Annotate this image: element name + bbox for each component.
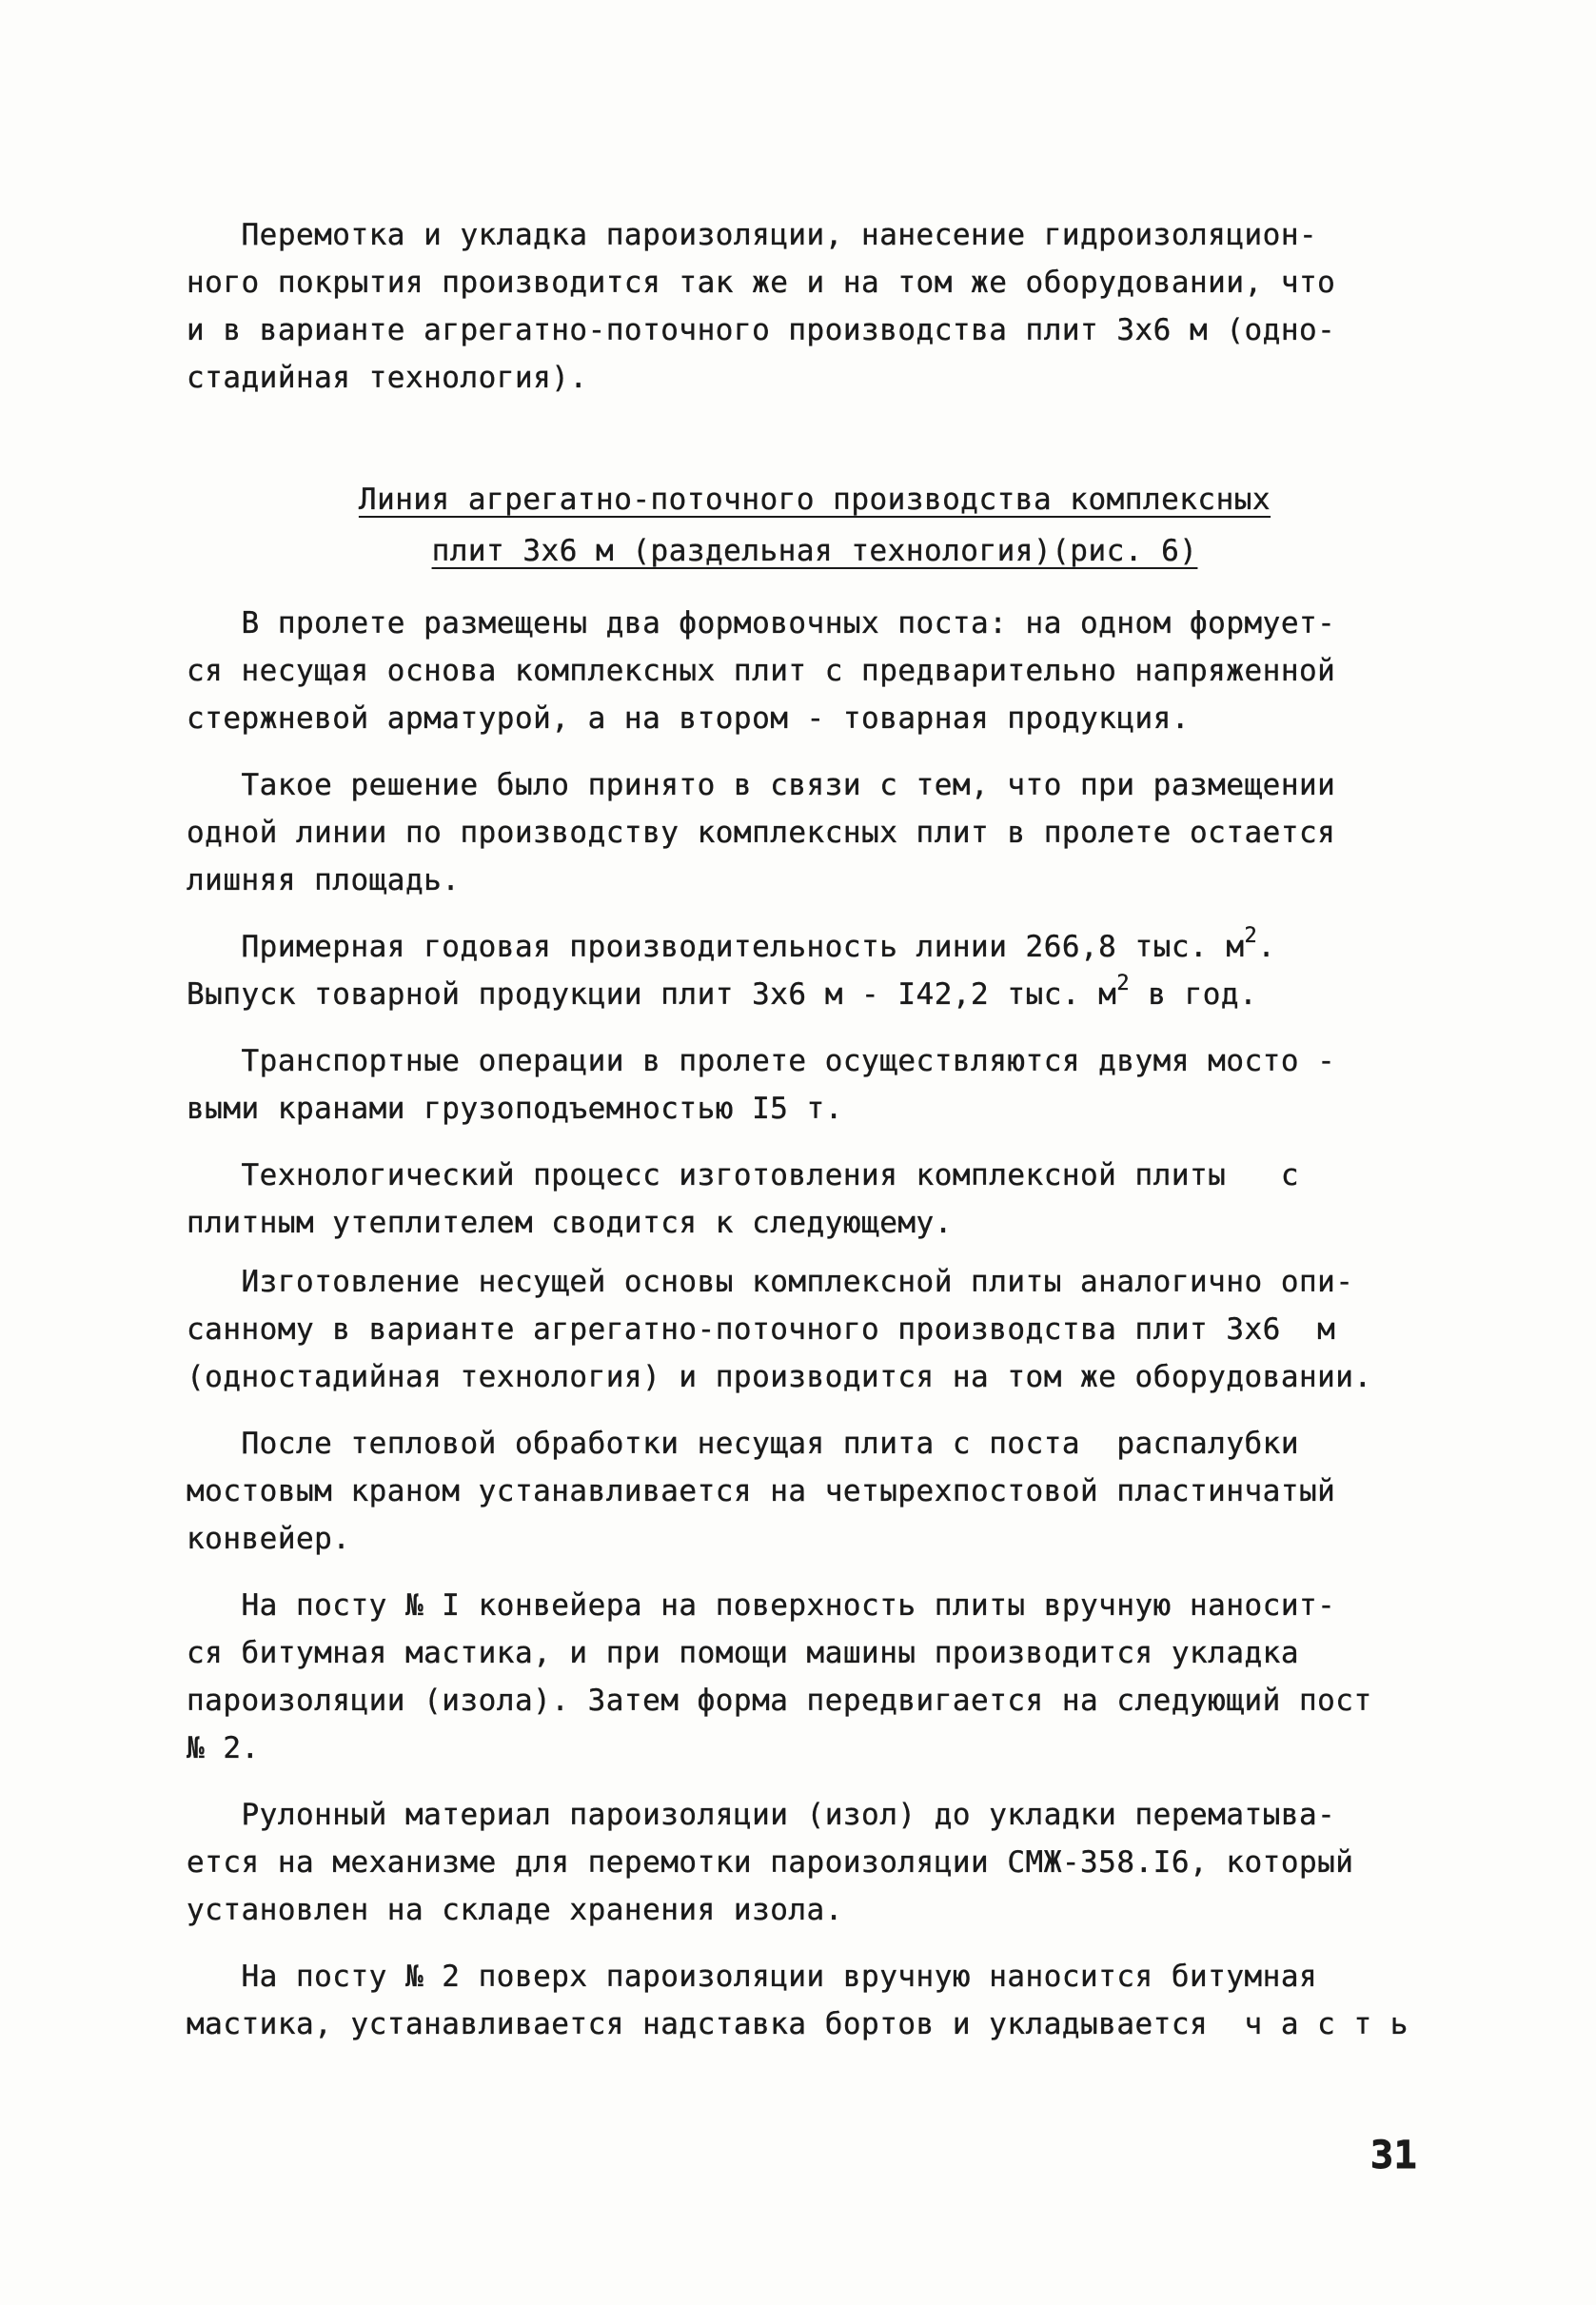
section-heading [187, 474, 1443, 577]
section-heading-line-1: Линия агрегатно-поточного производства комплексных [358, 483, 1271, 517]
text-line: ного покрытия производится так же и на том же оборудовании, что [187, 266, 1336, 300]
text-line-tail: . [1257, 930, 1276, 964]
paragraph [187, 761, 1443, 904]
text-line: мастика, устанавливается надставка бортов и укладывается ч а с т ь [187, 2007, 1409, 2041]
text-line: одной линии по производству комплексных плит в пролете остается [187, 816, 1336, 850]
paragraph [187, 1791, 1443, 1934]
text-line [187, 923, 1443, 971]
text-line: (одностадийная технология) и производится на том же оборудовании. [187, 1360, 1372, 1394]
text-line: В пролете размещены два формовочных поста: на одном формует- [187, 606, 1336, 640]
text-line: конвейер. [187, 1522, 351, 1556]
text-line: ется на механизме для перемотки пароизоляции СМЖ-358.I6, который [187, 1845, 1354, 1880]
text-line: После тепловой обработки несущая плита с поста распалубки [187, 1427, 1299, 1461]
text-line-body: Выпуск товарной продукции плит 3х6 м - I42,2 тыс. м [187, 977, 1117, 1012]
paragraph-intro [187, 211, 1443, 402]
text-line: ся битумная мастика, и при помощи машины производится укладка [187, 1636, 1299, 1670]
text-line: Перемотка и укладка пароизоляции, нанесение гидроизоляцион- [187, 218, 1318, 252]
paragraph [187, 1152, 1443, 1247]
text-line: Изготовление несущей основы комплексной плиты аналогично опи- [187, 1265, 1354, 1299]
text-line: Транспортные операции в пролете осуществляются двумя мосто - [187, 1044, 1336, 1078]
paragraph [187, 1582, 1443, 1772]
paragraph [187, 1953, 1443, 2048]
text-line-tail: в год. [1130, 977, 1258, 1012]
text-line: лишняя площадь. [187, 863, 461, 897]
text-line: выми кранами грузоподъемностью I5 т. [187, 1092, 843, 1126]
text-line: установлен на складе хранения изола. [187, 1893, 843, 1927]
text-line: Рулонный материал пароизоляции (изол) до укладки перематыва- [187, 1798, 1336, 1832]
text-line: и в варианте агрегатно-поточного производства плит 3х6 м (одно- [187, 313, 1336, 347]
text-line: № 2. [187, 1731, 260, 1765]
paragraph [187, 1258, 1443, 1401]
text-line: пароизоляции (изола). Затем форма передвигается на следующий пост [187, 1684, 1372, 1718]
text-line-body: Примерная годовая производительность линии 266,8 тыс. м [187, 930, 1245, 964]
paragraph [187, 600, 1443, 742]
text-line: На посту № 2 поверх пароизоляции вручную наносится битумная [187, 1960, 1318, 1994]
page-number: 31 [1370, 2134, 1418, 2177]
paragraph [187, 1420, 1443, 1563]
text-line: ся несущая основа комплексных плит с предварительно напряженной [187, 654, 1336, 688]
paragraph [187, 923, 1443, 1018]
paragraph [187, 1037, 1443, 1133]
text-line: Технологический процесс изготовления комплексной плиты с [187, 1158, 1299, 1192]
section-heading-line-2: плит 3х6 м (раздельная технология)(рис. 6) [431, 534, 1198, 568]
text-line: На посту № I конвейера на поверхность плиты вручную наносит- [187, 1588, 1336, 1623]
text-line: санному в варианте агрегатно-поточного производства плит 3х6 м [187, 1312, 1336, 1347]
superscript: 2 [1244, 923, 1258, 948]
text-line [187, 971, 1443, 1018]
text-line: Такое решение было принято в связи с тем, что при размещении [187, 768, 1336, 802]
superscript: 2 [1116, 971, 1131, 995]
text-line: плитным утеплителем сводится к следующему. [187, 1206, 953, 1240]
text-line: мостовым краном устанавливается на четырехпостовой пластинчатый [187, 1474, 1336, 1508]
text-line: стержневой арматурой, а на втором - товарная продукция. [187, 701, 1190, 736]
text-line: стадийная технология). [187, 361, 588, 395]
